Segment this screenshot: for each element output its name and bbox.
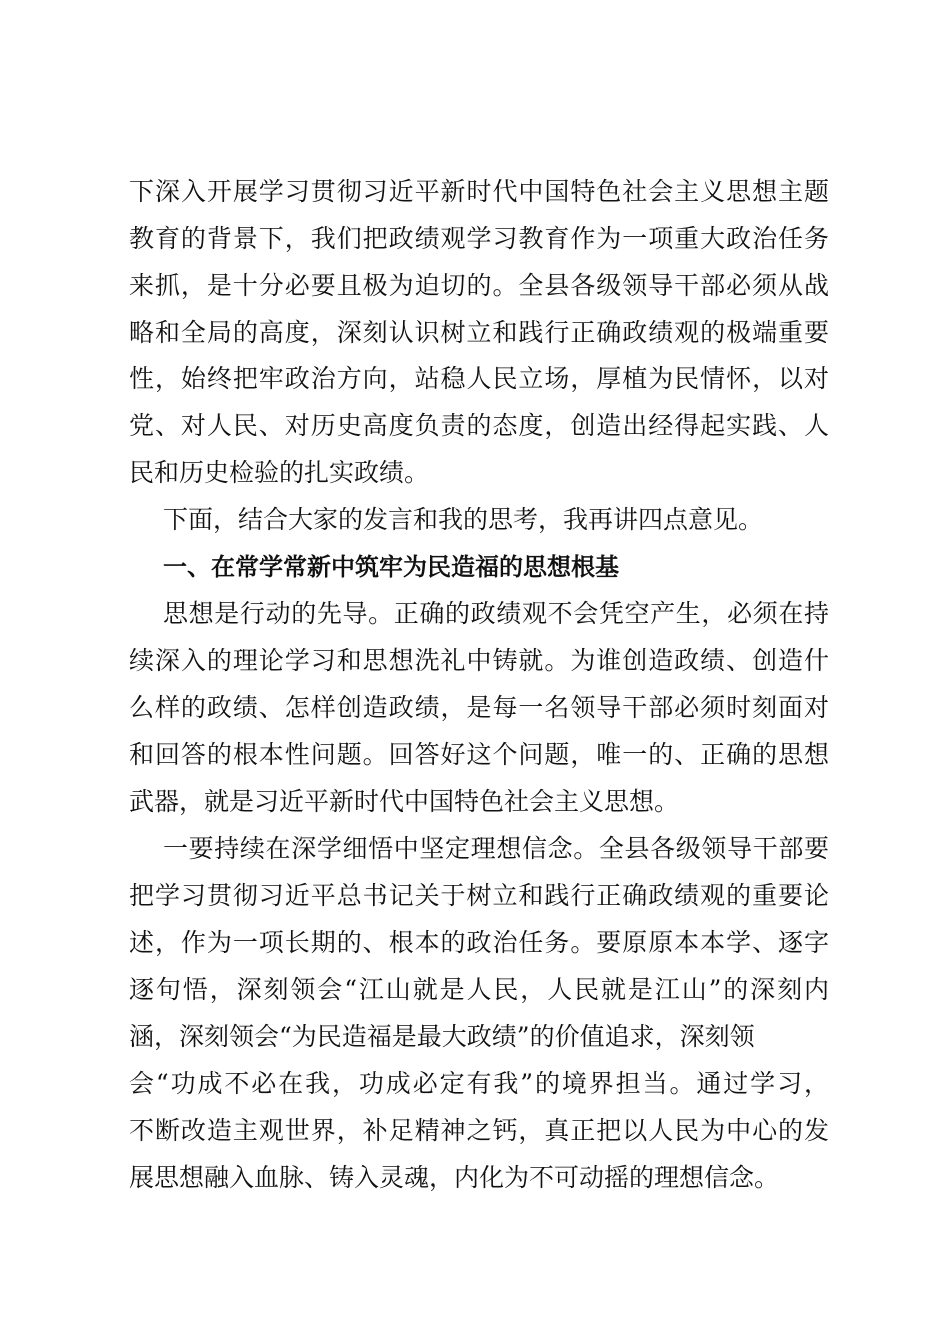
body-text-line: 来抓，是十分必要且极为迫切的。全县各级领导干部必须从战	[129, 271, 829, 300]
body-text-line: 教育的背景下，我们把政绩观学习教育作为一项重大政治任务	[129, 224, 829, 253]
section-heading: 一、在常学常新中筑牢为民造福的思想根基	[163, 553, 619, 581]
body-text-line: 下深入开展学习贯彻习近平新时代中国特色社会主义思想主题	[129, 177, 829, 206]
body-text-line: 述，作为一项长期的、根本的政治任务。要原原本本学、逐字	[129, 928, 829, 957]
body-text-line: 武器，就是习近平新时代中国特色社会主义思想。	[129, 787, 680, 816]
body-text-line: 党、对人民、对历史高度负责的态度，创造出经得起实践、人	[129, 411, 829, 440]
body-text-line: 民和历史检验的扎实政绩。	[129, 458, 430, 487]
body-text-line: 把学习贯彻习近平总书记关于树立和践行正确政绩观的重要论	[129, 881, 829, 910]
body-text-line: 略和全局的高度，深刻认识树立和践行正确政绩观的极端重要	[129, 318, 829, 347]
body-text-line: 会“功成不必在我，功成必定有我”的境界担当。通过学习，	[129, 1069, 829, 1098]
body-text-line: 涵，深刻领会“为民造福是最大政绩”的价值追求，深刻领	[129, 1022, 755, 1051]
body-text-line: 逐句悟，深刻领会“江山就是人民，人民就是江山”的深刻内	[129, 975, 829, 1004]
body-text-line: 不断改造主观世界，补足精神之钙，真正把以人民为中心的发	[129, 1116, 829, 1145]
paragraph-first-line: 下面，结合大家的发言和我的思考，我再讲四点意见。	[163, 505, 764, 534]
paragraph-first-line: 一要持续在深学细悟中坚定理想信念。全县各级领导干部要	[163, 834, 829, 863]
body-text-line: 续深入的理论学习和思想洗礼中铸就。为谁创造政绩、创造什	[129, 646, 829, 675]
body-text-line: 性，始终把牢政治方向，站稳人民立场，厚植为民情怀，以对	[129, 364, 829, 393]
body-text-line: 和回答的根本性问题。回答好这个问题，唯一的、正确的思想	[129, 740, 829, 769]
body-text-line: 展思想融入血脉、铸入灵魂，内化为不可动摇的理想信念。	[129, 1163, 780, 1192]
body-text-line: 么样的政绩、怎样创造政绩，是每一名领导干部必须时刻面对	[129, 693, 829, 722]
paragraph-first-line: 思想是行动的先导。正确的政绩观不会凭空产生，必须在持	[163, 599, 829, 628]
